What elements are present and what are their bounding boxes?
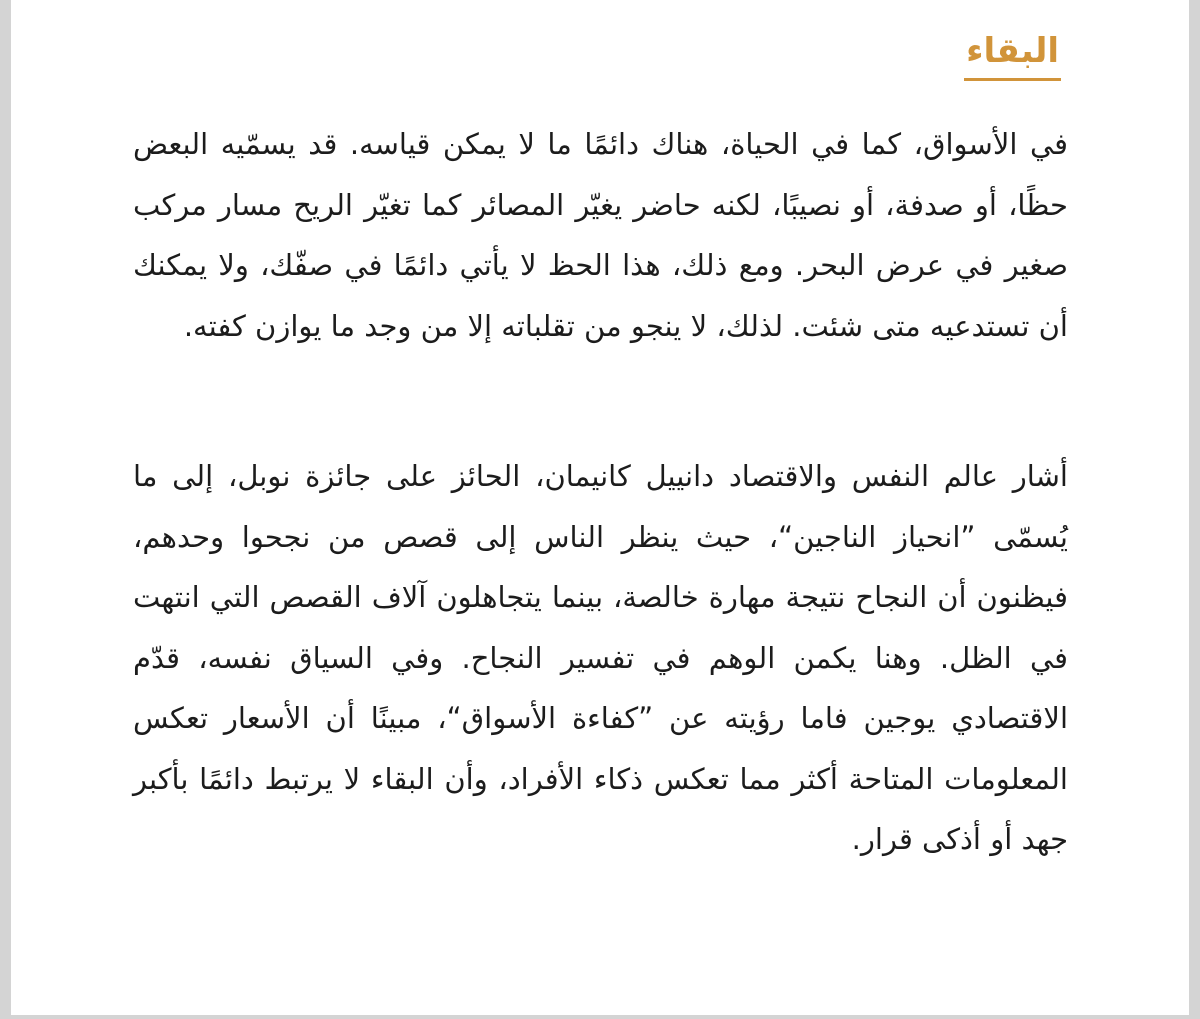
section-title-underline	[964, 78, 1061, 81]
paragraph-1: في الأسواق، كما في الحياة، هناك دائمًا ما لا يمكن قياسه. قد يسمّيه البعض حظًا، أو صدفة، أو نصيبًا، لكنه حاضر يغيّر المصائر كما تغيّر الريح مسار مركب صغير في عرض البحر. ومع ذلك، هذا الحظ لا يأتي دائمًا في صفّك، ولا يمكنك أن تستدعيه متى شئت. لذلك، لا ينجو من تقلباته إلا من وجد ما يوازن كفته.	[133, 127, 1068, 343]
paragraph-2-block	[133, 446, 1068, 870]
page-frame-bottom	[0, 1015, 1200, 1019]
section-heading	[964, 26, 1061, 81]
section-title: البقاء	[966, 31, 1059, 71]
page-frame-right	[1189, 0, 1200, 1019]
paragraph-2: أشار عالم النفس والاقتصاد دانييل كانيمان، الحائز على جائزة نوبل، إلى ما يُسمّى ”انحياز الناجين“، حيث ينظر الناس إلى قصص من نجحوا وحدهم، فيظنون أن النجاح نتيجة مهارة خالصة، بينما يتجاهلون آلاف القصص التي انتهت في الظل. وهنا يكمن الوهم في تفسير النجاح. وفي السياق نفسه، قدّم الاقتصادي يوجين فاما رؤيته عن ”كفاءة الأسواق“، مبينًا أن الأسعار تعكس المعلومات المتاحة أكثر مما تعكس ذكاء الأفراد، وأن البقاء لا يرتبط دائمًا بأكبر جهد أو أذكى قرار.	[133, 459, 1068, 856]
document-page	[11, 0, 1189, 1015]
page-frame-left	[0, 0, 11, 1019]
paragraph-1-block	[133, 114, 1068, 356]
